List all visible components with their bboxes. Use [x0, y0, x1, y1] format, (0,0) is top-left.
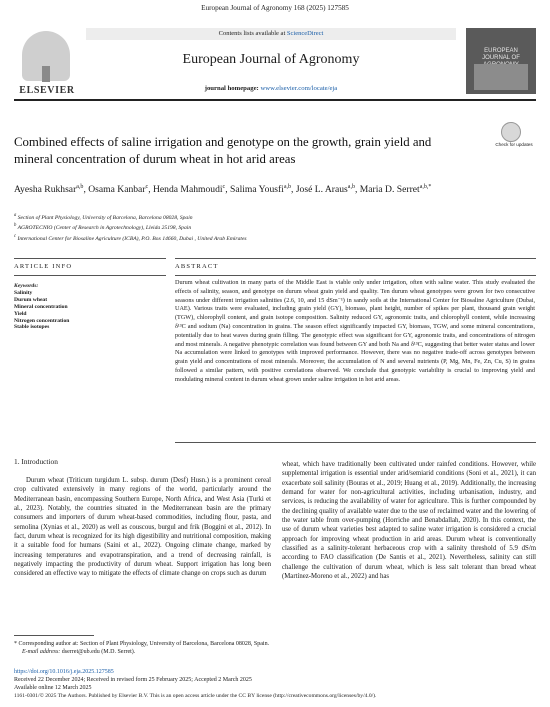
- article-info-subrule: [14, 275, 166, 276]
- sciencedirect-link[interactable]: ScienceDirect: [286, 30, 324, 37]
- available-online: Available online 12 March 2025: [14, 685, 92, 691]
- author-name[interactable]: Henda Mahmoudi: [152, 184, 223, 196]
- header-rule: [14, 99, 536, 101]
- keywords-label: Keywords:: [14, 283, 39, 289]
- abstract-end-rule: [175, 442, 536, 443]
- affiliation-sup: b: [14, 223, 17, 229]
- author-list: Ayesha Rukhsar$^{a,b}$, Osama Kanbar$^c$, Henda Mahmoudi$^c$, Salima Yousfi$^{a,b}$, José L. Araus$^{a,b}$, Maria D. Serret$^{a,b,*}$: [14, 184, 432, 196]
- keyword: Salinity: [14, 289, 33, 296]
- affiliation: [14, 233, 534, 243]
- abstract-subrule: [175, 275, 536, 276]
- cover-title: EUROPEAN JOURNAL OF: [482, 48, 520, 61]
- contents-prefix: Contents lists available at: [218, 30, 287, 37]
- email-line: [14, 648, 534, 656]
- check-for-updates-label[interactable]: Check for updates: [495, 142, 533, 147]
- intro-paragraph: Durum wheat (Triticum turgidum L. subsp. durum (Desf) Husn.) is a prominent cereal crop cultivated extensively in many regions of the world, particularly around the Mediterranean basin, encompassing Southern Europe, North Africa, and West Asia (Turki et al., 2023). Notably, the countries situated in the Mediterranean basin are the primary consumers and importers of durum wheat-based commodities, including flour, pasta, and semolina (Xynias et al., 2020) as well as couscous, burgul and frik (Boggini et al., 2012). In fact, durum wheat is recognized for its high digestibility and nutritional composition, making it a suitable food for humans (Saini et al., 2022). Ongoing climate change, marked by increasing temperatures and evapotranspiration, and a trend of decreasing rainfall, is negatively impacting the productivity of durum wheat. Support irrigation has long been considered an effective way to mitigate the effects of climate change on crops such as durum: [14, 477, 271, 578]
- section-heading-introduction: 1. Introduction: [14, 457, 58, 466]
- author-name[interactable]: José L. Araus: [295, 184, 348, 196]
- abstract-heading: ABSTRACT: [175, 263, 219, 270]
- homepage-link[interactable]: www.elsevier.com/locate/eja: [260, 85, 338, 92]
- footnote: [14, 640, 534, 656]
- keywords-block: [14, 283, 164, 331]
- running-head: European Journal of Agronomy 168 (2025) 127585: [201, 4, 349, 12]
- email-link[interactable]: dserret@ub.edu (M.D. Serret).: [61, 649, 136, 655]
- keyword: Yield: [14, 310, 27, 317]
- intro-paragraph: wheat, which have traditionally been cultivated under rainfed conditions. However, while supplemental irrigation is essential under arid/semiarid conditions (Soni et al., 2021), it can exacerbate soil salinity (Bouras et al., 2019; Huang et al., 2019). Additionally, the increasing demand for water for non-agricultural activities, including urbanisation, industry, and services, is reducing the availability of water for agriculture. This is further compounded by the declining quality of available water due to the use of reclaimed water and the lowering of the water table from over-pumping (Horriche and Benabdallah, 2020). In this context, the use of durum wheat varieties best adapted to saline water irrigation is considered a crucial approach for improving wheat production in arid areas. Durum wheat is conventionally classified as a salinity-tolerant herbaceous crop with a salinity threshold of 5.9 dS/m according to FAO classification (De Santis et al., 2021). Nevertheless, salinity can still challenge the cultivation of durum wheat, which is less salt tolerant than bread wheat (Martínez-Moreno et al., 2022) and has: [282, 461, 536, 581]
- affiliation-sup: a: [14, 213, 17, 218]
- doi-link[interactable]: https://doi.org/10.1016/j.eja.2025.127585: [14, 669, 114, 675]
- author-name[interactable]: Salima Yousfi: [230, 184, 284, 196]
- journal-homepage: [86, 85, 456, 92]
- affiliation: [14, 212, 534, 222]
- email-label: E-mail address:: [22, 649, 61, 655]
- article-title: Combined effects of saline irrigation and genotype on the growth, grain yield and mineral concentration of durum wheat in hot arid areas: [14, 135, 432, 166]
- keyword: Mineral concentration: [14, 303, 68, 310]
- publisher-logo-text: ELSEVIER: [19, 85, 75, 96]
- affiliation-sup: c: [14, 233, 17, 239]
- author-name[interactable]: Maria D. Serret: [359, 184, 420, 196]
- keyword: Stable isotopes: [14, 324, 50, 331]
- journal-title: European Journal of Agronomy: [182, 52, 360, 67]
- intro-column-right: [282, 460, 536, 581]
- author-sup: c: [222, 184, 226, 190]
- keyword: Nitrogen concentration: [14, 317, 70, 324]
- author-name[interactable]: Ayesha Rukhsar: [14, 184, 77, 196]
- author-sup: a,b: [76, 184, 84, 190]
- author-sup: a,b,*: [419, 184, 432, 190]
- keyword: Durum wheat: [14, 296, 48, 303]
- publication-info: [14, 668, 534, 700]
- affiliation: [14, 222, 534, 232]
- check-for-updates-icon[interactable]: [501, 122, 521, 142]
- cover-image: [474, 64, 528, 90]
- footnote-rule: [14, 635, 94, 636]
- received-dates: Received 22 December 2024; Received in revised form 25 February 2025; Accepted 2 March 2025: [14, 677, 252, 683]
- elsevier-tree-trunk: [42, 66, 50, 82]
- article-info-rule: [14, 258, 166, 259]
- author-name[interactable]: Osama Kanbar: [88, 184, 146, 196]
- license-line: 1161-0301/© 2025 The Authors. Published by Elsevier B.V. This is an open access article under the CC BY license (http://creativecommons.org/licenses/by/4.0/).: [14, 693, 377, 699]
- article-info-heading: ARTICLE INFO: [14, 263, 73, 270]
- author-sup: c: [145, 184, 149, 190]
- homepage-prefix: journal homepage:: [204, 85, 261, 92]
- contents-line: [86, 28, 456, 40]
- corresponding-author-note: * Corresponding author at: Section of Plant Physiology, University of Barcelona, Barcelona 08028, Spain.: [14, 641, 270, 647]
- author-sup: a,b: [347, 184, 355, 190]
- author-sup: a,b: [283, 184, 292, 190]
- affiliations: [14, 212, 534, 243]
- affiliation-text: International Center for Biosaline Agriculture (ICBA), P.O. Box 14660, Dubai , United Arab Emirates: [17, 235, 247, 242]
- affiliation-text: Section of Plant Physiology, University of Barcelona, Barcelona 08028, Spain: [17, 214, 193, 221]
- abstract-text: Durum wheat cultivation in many parts of the Middle East is viable only under irrigation, often with saline water. This study evaluated the effects of salinity, season, and genotype on durum wheat grain yield and quality. Ten durum wheat genotypes were grown for two consecutive seasons under different irrigation salinities (2.6, 10, and 15 dSm⁻¹) in sandy soils at the International Center for Biosaline Agriculture (Dubai, UAE). Various traits were evaluated, including grain yield (GY), biomass, plant height, number of spikes per plant, thousand grain weight (TGW), chlorophyll content, and grain isotope composition. Salinity reduced GY, agronomic traits, and chlorophyll content, while increasing δ¹³C and sodium (Na) concentration in grains. The season effect significantly impacted GY, biomass, TGW, and some mineral concentrations, potentially due to heat waves during grain filling. The genotypic effect was significant for GY, agronomic traits, and concentrations of nitrogen and most minerals. A negative phenotypic correlation was found between GY and both Na and δ¹³C, suggesting that better water status and lower Na accumulation were linked to genotypes with improved performance. However, there was no negative trade-off across genotypes between grain yield and concentrations of most minerals. Moreover, the accumulation of N and several nutrients (P, Mg, Mn, Fe, Zn, Cu, S) in grains followed a similar pattern, with positive correlations observed. We conclude that genotypic variability is crucial to improving yield and modulating mineral content in durum wheat grown under saline irrigation in hot arid areas.: [175, 279, 535, 383]
- affiliation-text: AGROTECNIO (Center of Research in Agrotechnology), Lleida 25198, Spain: [17, 225, 192, 232]
- abstract-rule: [175, 258, 536, 259]
- intro-column-left: [14, 476, 271, 579]
